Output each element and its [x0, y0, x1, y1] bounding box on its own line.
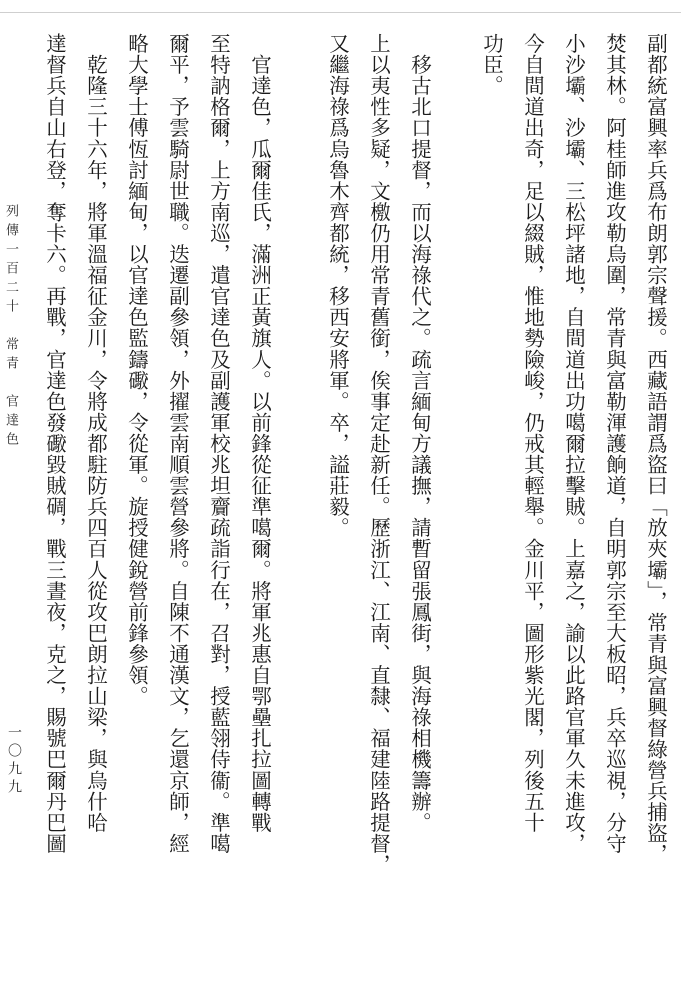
text-column-7: 上以夷性多疑，文檄仍用常青舊銜，俟事定赴新任。歷浙江、江南、直隸、福建陸路提督， — [366, 33, 391, 875]
running-head: 列傳一百二十 常青 官達色 — [3, 204, 18, 451]
top-edge-line — [0, 12, 681, 13]
text-column-6: 移古北口提督，而以海祿代之。疏言緬甸方議撫，請暫留張鳳街，與海祿相機籌辦。 — [407, 33, 432, 833]
text-column-4: 今自間道出奇，足以綴賊，惟地勢險峻，仍戒其輕舉。金川平，圖形紫光閣，列後五十 — [520, 33, 545, 833]
text-column-8: 又繼海祿爲烏魯木齊都統，移西安將軍。卒，謚莊毅。 — [325, 33, 350, 539]
text-column-11: 爾平，予雲騎尉世職。迭遷副參領，外擢雲南順雲營參將。自陳不通漢文，乞還京師，經 — [165, 33, 190, 854]
text-column-5: 功臣。 — [479, 33, 504, 97]
text-column-9: 官達色，瓜爾佳氏，滿洲正黃旗人。以前鋒從征準噶爾。將軍兆惠自鄂壘扎拉圖轉戰 — [247, 33, 272, 833]
page-number: 一〇九九 — [6, 725, 22, 797]
text-column-1: 副都統富興率兵爲布朗郭宗聲援。西藏語謂爲盜曰「放夾壩」，常青與富興督綠營兵捕盜， — [643, 33, 668, 865]
text-column-3: 小沙壩、沙壩、三松坪諸地，自間道出功噶爾拉擊賊。上嘉之，諭以此路官軍久未進攻， — [561, 33, 586, 854]
text-column-10: 至特訥格爾，上方南巡，遣官達色及副護軍校兆坦齎疏詣行在，召對，授藍翎侍衞。準噶 — [206, 33, 231, 854]
text-column-12: 略大學士傅恆討緬甸，以官達色監鑄礮，令從軍。旋授健銳營前鋒參領。 — [124, 33, 149, 707]
text-column-2: 焚其林。阿桂師進攻勒烏圍，常青與富勒渾護餉道，自明郭宗至大板昭，兵卒巡視，分守 — [602, 33, 627, 854]
text-column-13: 乾隆三十六年，將軍溫福征金川，令將成都駐防兵四百人從攻巴朗拉山梁，與烏什哈 — [83, 33, 108, 833]
text-column-14: 達督兵自山右登，奪卡六。再戰，官達色發礮毀賊碉，戰三晝夜，克之，賜號巴爾丹巴圖 — [42, 33, 67, 854]
